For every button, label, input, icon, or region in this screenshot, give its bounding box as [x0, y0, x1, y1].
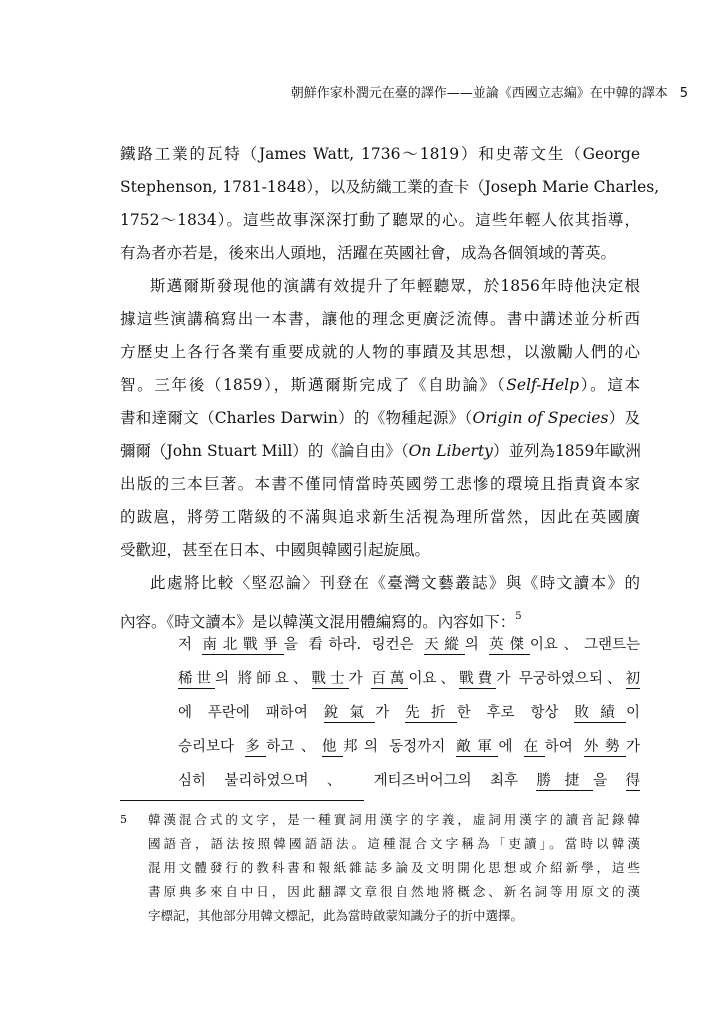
text-segment: 한 후로 항상 [456, 705, 575, 721]
footnote-line: 字標記，其他部分用韓文標記，此為當時啟蒙知識分子的折中選擇。 [148, 908, 524, 923]
text-segment: 의 [464, 637, 490, 653]
text-segment: 하여 [544, 739, 584, 755]
footnote-separator [120, 800, 364, 801]
running-header [0, 82, 688, 101]
underlined-hanja: 外勢 [583, 739, 627, 755]
underlined-hanja: 得 [625, 773, 640, 789]
underlined-hanja: 戰士 [311, 671, 349, 687]
text-segment: 저 [178, 637, 203, 653]
text-segment: 邦의 동정까지 [342, 739, 457, 755]
text-segment: 가 무궁하였으되、 [496, 671, 626, 687]
book-title-italic: On Liberty [408, 442, 493, 460]
underlined-hanja: 百萬 [371, 671, 409, 687]
footnote-line: 國語音，語法按照韓國語語法。這種混合文字稱為「吏讀」。當時以韓漢 [148, 836, 640, 851]
underlined-hanja: 勝捷 [536, 773, 594, 789]
text-segment: 가 [348, 671, 372, 687]
footnote-mark: 5 [120, 813, 127, 826]
quote-line [178, 696, 640, 730]
footnote-line: 書原典多來自中日，因此翻譯文章很自然地將概念、新名詞等用原文的漢 [148, 884, 640, 899]
text-segment: 智。三年後（1859），斯邁爾斯完成了《自助論》（ [120, 376, 507, 394]
text-segment: 彌爾（John Stuart Mill）的《論自由》（ [120, 442, 409, 460]
text-segment: ）並列為1859年歐洲 [492, 442, 641, 460]
text-line: 鐵路工業的瓦特（James Watt, 1736～1819）和史蒂文生（George [120, 145, 640, 163]
text-segment: 을 看하라. 링컨은 [283, 637, 425, 653]
underlined-hanja: 英傑 [489, 637, 530, 653]
text-segment: ）。這本 [579, 376, 640, 394]
underlined-hanja: 他 [321, 739, 343, 755]
text-line: 出版的三本巨著。本書不僅同情當時英國勞工悲慘的環境且指責資本家 [120, 475, 640, 493]
text-line: 斯邁爾斯發現他的演講有效提升了年輕聽眾，於1856年時他決定根 [150, 277, 640, 295]
text-line [120, 402, 640, 435]
underlined-hanja: 敗績 [574, 705, 627, 721]
text-segment: 에 [498, 739, 524, 755]
text-segment: ）及 [608, 409, 640, 427]
text-segment: 을 [593, 773, 626, 789]
footnote-reference[interactable]: 5 [515, 611, 522, 622]
underlined-hanja: 戰費 [459, 671, 497, 687]
underlined-hanja: 銳氣 [323, 705, 376, 721]
underlined-hanja: 敵軍 [456, 739, 499, 755]
text-line: 的跋扈，將勞工階級的不滿與追求新生活視為理所當然，因此在英國廣 [120, 508, 640, 526]
text-segment: 가 [375, 705, 406, 721]
quote-line [178, 730, 640, 764]
text-segment: 승리보다 [178, 739, 246, 755]
quote-line [178, 628, 640, 662]
quote-line [178, 764, 640, 798]
quote-line [178, 662, 640, 696]
text-line: 有為者亦若是，後來出人頭地，活躍在英國社會，成為各個領域的菁英。 [120, 244, 617, 262]
underlined-hanja: 多 [245, 739, 267, 755]
text-segment: 이요、그랜트는 [529, 637, 641, 653]
text-segment: 이요、 [408, 671, 460, 687]
book-title-italic: Origin of Species [472, 409, 609, 427]
text-segment: 書和達爾文（Charles Darwin）的《物種起源》（ [120, 409, 473, 427]
page-number: 5 [679, 86, 688, 101]
book-title-italic: Self-Help [506, 376, 580, 394]
text-line: 據這些演講稿寫出一本書，讓他的理念更廣泛流傳。書中講述並分析西 [120, 310, 640, 328]
footnote [120, 808, 640, 928]
running-title: 朝鮮作家朴潤元在臺的譯作——並論《西國立志編》在中韓的譯本 [290, 86, 668, 101]
text-line: Stephenson, 1781-1848），以及紡織工業的查卡（Joseph Marie Charles, [120, 178, 660, 196]
paragraph-1 [120, 138, 660, 270]
korean-quotation [178, 628, 640, 798]
text-segment: 이 [626, 705, 641, 721]
text-segment: 의 將師요、 [215, 671, 312, 687]
underlined-hanja: 南北戰爭 [202, 637, 284, 653]
paragraph-2 [120, 270, 640, 567]
text-line: 1752～1834）。這些故事深深打動了聽眾的心。這些年輕人依其指導， [120, 211, 640, 229]
text-segment: 심히 불리하였으며 、 게티즈버어그의 최후 [178, 773, 537, 789]
underlined-hanja: 先折 [405, 705, 457, 721]
footnote-line: 混用文體發行的教科書和報紙雜誌多論及文明開化思想或介紹新學，這些 [148, 860, 640, 875]
footnote-text [148, 808, 640, 928]
text-line: 此處將比較〈堅忍論〉刊登在《臺灣文藝叢誌》與《時文讀本》的 [150, 574, 640, 592]
text-line [120, 435, 640, 468]
underlined-hanja: 稀世 [178, 671, 216, 687]
text-line: 受歡迎，甚至在日本、中國與韓國引起旋風。 [120, 541, 431, 559]
main-text [120, 138, 660, 639]
text-segment: 하고、 [266, 739, 322, 755]
text-line [120, 369, 640, 402]
underlined-hanja: 在 [523, 739, 545, 755]
underlined-hanja: 天縱 [424, 637, 465, 653]
text-line: 方歷史上各行各業有重要成就的人物的事蹟及其思想，以激勵人們的心 [120, 343, 640, 361]
text-segment: 內容。《時文讀本》是以韓漢文混用體編寫的。內容如下： [120, 613, 516, 631]
footnote-line: 韓漢混合式的文字，是一種實詞用漢字的字義，虛詞用漢字的讀音記錄韓 [148, 812, 640, 827]
text-segment: 에 푸란에 패하여 [178, 705, 324, 721]
text-segment: 가 [626, 739, 641, 755]
underlined-hanja: 初 [625, 671, 641, 687]
